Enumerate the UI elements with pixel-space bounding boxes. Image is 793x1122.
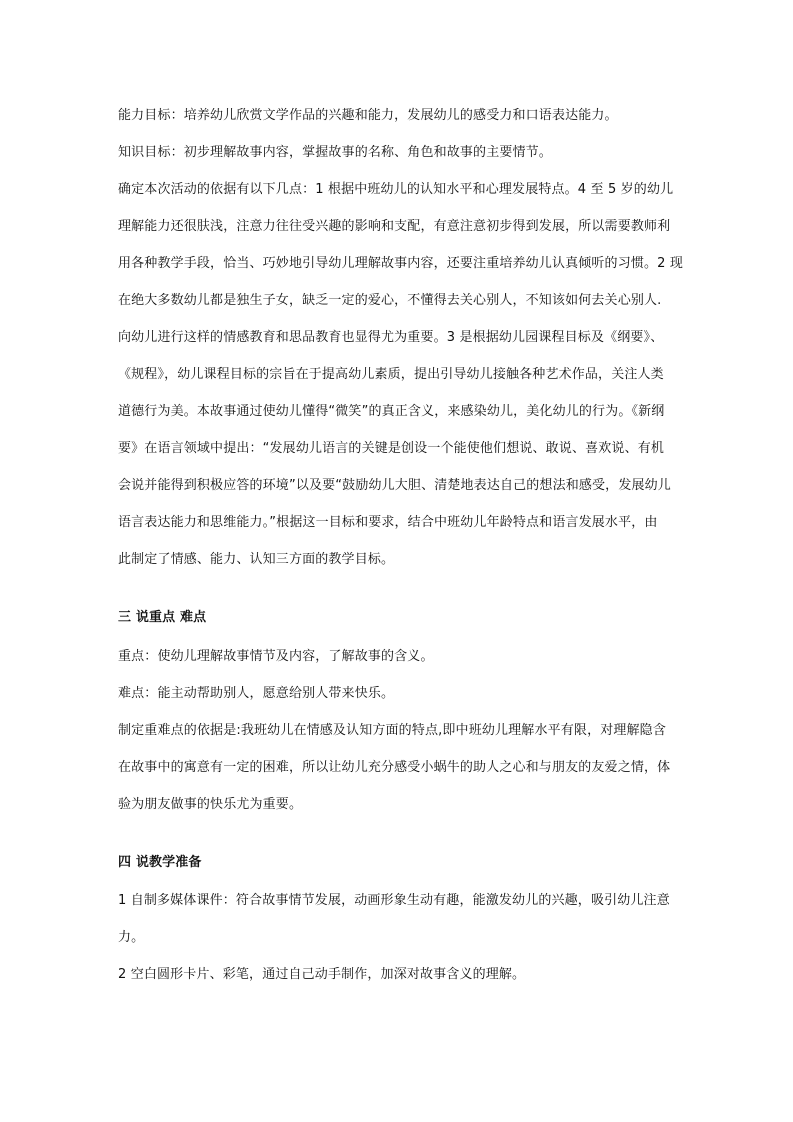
- paragraph-line: 能力目标：培养幼儿欣赏文学作品的兴趣和能力，发展幼儿的感受力和口语表达能力。: [118, 108, 618, 123]
- paragraph-line: 会说并能得到积极应答的环境”以及要“鼓励幼儿大胆、清楚地表达自己的想法和感受，发展幼儿: [118, 478, 671, 493]
- section-heading-key-points: 三 说重点 难点: [118, 610, 207, 625]
- paragraph-line: 难点：能主动帮助别人，愿意给别人带来快乐。: [118, 686, 395, 701]
- paragraph-line: 向幼儿进行这样的情感教育和思品教育也显得尤为重要。3 是根据幼儿园课程目标及《纲要》、: [118, 330, 664, 345]
- paragraph-line: 要》在语言领域中提出：“发展幼儿语言的关键是创设一个能使他们想说、敢说、喜欢说、有机: [118, 441, 665, 456]
- paragraph-line: 制定重难点的依据是:我班幼儿在情感及认知方面的特点,即中班幼儿理解水平有限，对理解隐含: [118, 723, 666, 738]
- paragraph-line: 道德行为美。本故事通过使幼儿懂得“微笑”的真正含义，来感染幼儿，美化幼儿的行为。《新纲: [118, 404, 665, 419]
- paragraph-line: 在绝大多数幼儿都是独生子女，缺乏一定的爱心，不懂得去关心别人，不知该如何去关心别人.: [118, 293, 662, 308]
- paragraph-line: 重点：使幼儿理解故事情节及内容，了解故事的含义。: [118, 649, 434, 664]
- paragraph-line: 《规程》，幼儿课程目标的宗旨在于提高幼儿素质，提出引导幼儿接触各种艺术作品，关注人类: [118, 367, 664, 382]
- paragraph-line: 验为朋友做事的快乐尤为重要。: [118, 797, 303, 812]
- paragraph-line: 知识目标：初步理解故事内容，掌握故事的名称、角色和故事的主要情节。: [118, 145, 552, 160]
- paragraph-line: 2 空白圆形卡片、彩笔，通过自己动手制作，加深对故事含义的理解。: [118, 967, 526, 982]
- paragraph-line: 力。: [118, 930, 145, 945]
- paragraph-line: 此制定了情感、能力、认知三方面的教学目标。: [118, 552, 395, 567]
- paragraph-line: 在故事中的寓意有一定的困难，所以让幼儿充分感受小蜗牛的助人之心和与朋友的友爱之情，体: [118, 760, 671, 775]
- paragraph-line: 语言表达能力和思维能力。”根据这一目标和要求，结合中班幼儿年龄特点和语言发展水平，由: [118, 515, 658, 530]
- paragraph-line: 确定本次活动的依据有以下几点：1 根据中班幼儿的认知水平和心理发展特点。4 至 5 岁的幼儿: [118, 182, 674, 197]
- paragraph-line: 理解能力还很肤浅，注意力往往受兴趣的影响和支配，有意注意初步得到发展，所以需要教师利: [118, 219, 671, 234]
- paragraph-line: 1 自制多媒体课件：符合故事情节发展，动画形象生动有趣，能激发幼儿的兴趣，吸引幼儿注意: [118, 893, 670, 908]
- section-heading-preparation: 四 说教学准备: [118, 855, 202, 870]
- paragraph-line: 用各种教学手段，恰当、巧妙地引导幼儿理解故事内容，还要注重培养幼儿认真倾听的习惯。2 现: [118, 256, 684, 271]
